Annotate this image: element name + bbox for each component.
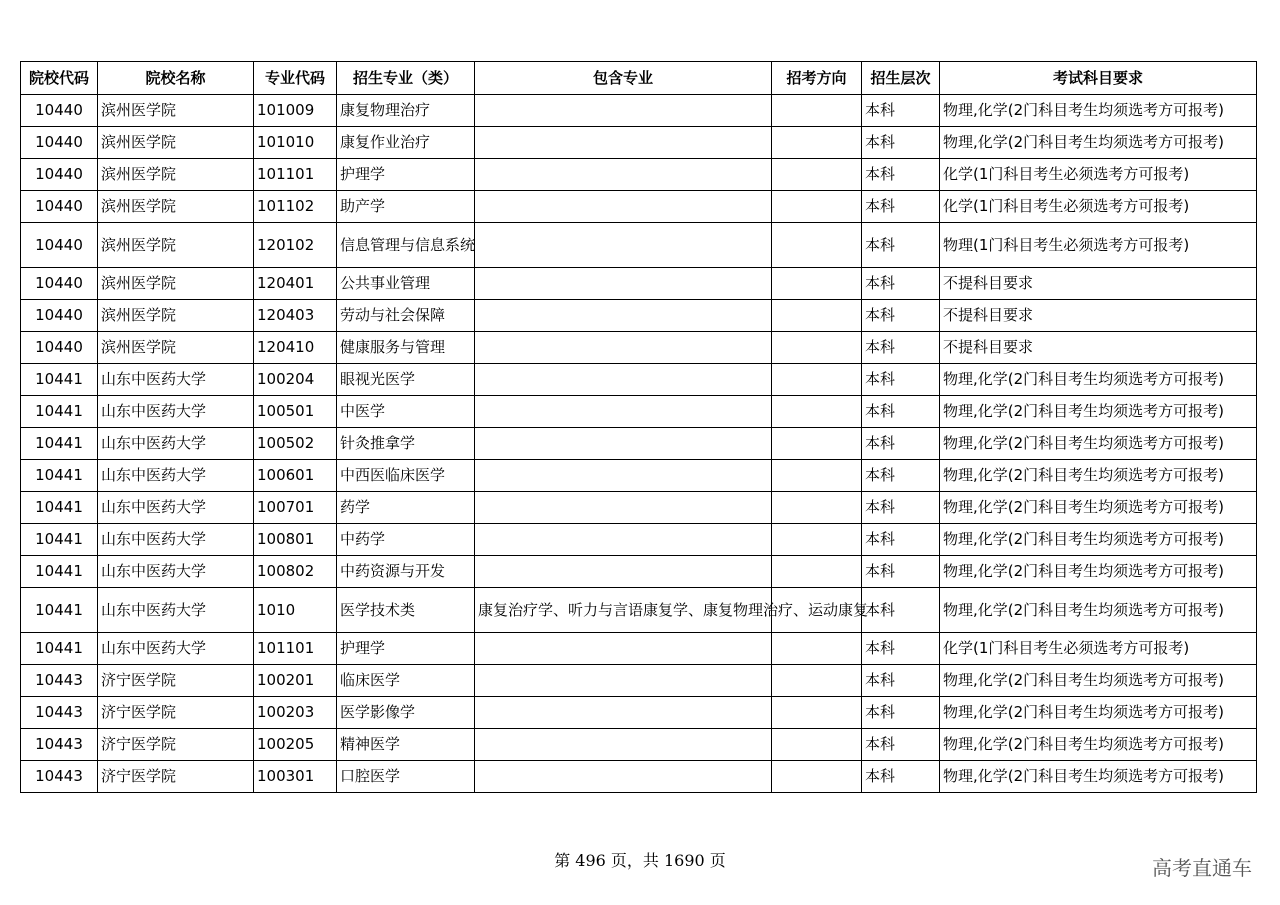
cell-included-majors [475, 665, 772, 697]
cell-direction [772, 332, 862, 364]
cell-level: 本科 [862, 524, 940, 556]
table-row [21, 665, 1257, 697]
table-body [21, 95, 1257, 793]
cell-school-name: 山东中医药大学 [98, 556, 254, 588]
cell-school-code: 10440 [21, 268, 98, 300]
cell-included-majors [475, 492, 772, 524]
cell-school-code: 10440 [21, 223, 98, 268]
cell-included-majors [475, 191, 772, 223]
cell-level: 本科 [862, 697, 940, 729]
page-number: 第 496 页，共 1690 页 [554, 851, 726, 870]
cell-major-code: 101009 [254, 95, 337, 127]
cell-school-code: 10443 [21, 697, 98, 729]
cell-direction [772, 761, 862, 793]
cell-included-majors: 康复治疗学、听力与言语康复学、康复物理治疗、运动康复 [475, 588, 772, 633]
cell-major-code: 100204 [254, 364, 337, 396]
cell-major-name: 中药学 [337, 524, 475, 556]
cell-school-code: 10441 [21, 633, 98, 665]
cell-school-name: 滨州医学院 [98, 332, 254, 364]
cell-school-name: 山东中医药大学 [98, 428, 254, 460]
cell-school-name: 济宁医学院 [98, 761, 254, 793]
cell-included-majors [475, 159, 772, 191]
cell-included-majors [475, 761, 772, 793]
table-row [21, 396, 1257, 428]
cell-major-name: 医学技术类 [337, 588, 475, 633]
cell-school-code: 10440 [21, 159, 98, 191]
cell-school-code: 10440 [21, 95, 98, 127]
table-row [21, 300, 1257, 332]
cell-major-code: 100301 [254, 761, 337, 793]
cell-school-name: 济宁医学院 [98, 729, 254, 761]
cell-included-majors [475, 364, 772, 396]
cell-included-majors [475, 95, 772, 127]
cell-direction [772, 396, 862, 428]
cell-level: 本科 [862, 191, 940, 223]
table-row [21, 364, 1257, 396]
cell-subject-requirement: 物理(1门科目考生必须选考方可报考) [940, 223, 1257, 268]
cell-subject-requirement: 物理,化学(2门科目考生均须选考方可报考) [940, 761, 1257, 793]
cell-subject-requirement: 物理,化学(2门科目考生均须选考方可报考) [940, 396, 1257, 428]
cell-direction [772, 697, 862, 729]
cell-included-majors [475, 127, 772, 159]
cell-subject-requirement: 化学(1门科目考生必须选考方可报考) [940, 633, 1257, 665]
cell-major-code: 120410 [254, 332, 337, 364]
cell-subject-requirement: 物理,化学(2门科目考生均须选考方可报考) [940, 524, 1257, 556]
cell-major-name: 助产学 [337, 191, 475, 223]
cell-school-code: 10441 [21, 492, 98, 524]
cell-level: 本科 [862, 428, 940, 460]
cell-level: 本科 [862, 268, 940, 300]
cell-school-code: 10440 [21, 191, 98, 223]
cell-major-name: 眼视光医学 [337, 364, 475, 396]
table-row [21, 633, 1257, 665]
cell-school-code: 10440 [21, 127, 98, 159]
cell-school-code: 10441 [21, 396, 98, 428]
cell-subject-requirement: 物理,化学(2门科目考生均须选考方可报考) [940, 492, 1257, 524]
cell-school-name: 滨州医学院 [98, 95, 254, 127]
header-major-name: 招生专业（类） [337, 62, 475, 95]
cell-major-name: 公共事业管理 [337, 268, 475, 300]
cell-major-code: 100801 [254, 524, 337, 556]
cell-school-code: 10441 [21, 428, 98, 460]
cell-school-name: 山东中医药大学 [98, 588, 254, 633]
cell-level: 本科 [862, 665, 940, 697]
table-row [21, 729, 1257, 761]
cell-major-code: 120403 [254, 300, 337, 332]
cell-level: 本科 [862, 761, 940, 793]
table-row [21, 127, 1257, 159]
cell-school-code: 10443 [21, 761, 98, 793]
cell-direction [772, 300, 862, 332]
cell-school-name: 山东中医药大学 [98, 364, 254, 396]
cell-school-code: 10440 [21, 332, 98, 364]
header-level: 招生层次 [862, 62, 940, 95]
cell-subject-requirement: 物理,化学(2门科目考生均须选考方可报考) [940, 364, 1257, 396]
cell-subject-requirement: 物理,化学(2门科目考生均须选考方可报考) [940, 127, 1257, 159]
cell-direction [772, 159, 862, 191]
cell-major-code: 100201 [254, 665, 337, 697]
cell-subject-requirement: 不提科目要求 [940, 332, 1257, 364]
cell-included-majors [475, 633, 772, 665]
cell-major-code: 101101 [254, 633, 337, 665]
cell-subject-requirement: 物理,化学(2门科目考生均须选考方可报考) [940, 460, 1257, 492]
cell-school-code: 10443 [21, 729, 98, 761]
cell-level: 本科 [862, 300, 940, 332]
cell-major-code: 100203 [254, 697, 337, 729]
cell-direction [772, 364, 862, 396]
cell-direction [772, 95, 862, 127]
cell-subject-requirement: 物理,化学(2门科目考生均须选考方可报考) [940, 556, 1257, 588]
cell-included-majors [475, 332, 772, 364]
cell-included-majors [475, 460, 772, 492]
cell-subject-requirement: 不提科目要求 [940, 300, 1257, 332]
cell-school-name: 滨州医学院 [98, 127, 254, 159]
cell-direction [772, 460, 862, 492]
cell-level: 本科 [862, 556, 940, 588]
cell-school-name: 山东中医药大学 [98, 396, 254, 428]
cell-major-code: 101010 [254, 127, 337, 159]
cell-major-name: 口腔医学 [337, 761, 475, 793]
cell-major-name: 药学 [337, 492, 475, 524]
cell-major-name: 劳动与社会保障 [337, 300, 475, 332]
cell-included-majors [475, 556, 772, 588]
header-subject-requirement: 考试科目要求 [940, 62, 1257, 95]
cell-major-name: 医学影像学 [337, 697, 475, 729]
cell-school-code: 10441 [21, 588, 98, 633]
cell-school-name: 山东中医药大学 [98, 524, 254, 556]
cell-major-code: 100205 [254, 729, 337, 761]
table-row [21, 492, 1257, 524]
cell-subject-requirement: 化学(1门科目考生必须选考方可报考) [940, 159, 1257, 191]
cell-included-majors [475, 300, 772, 332]
cell-major-name: 中药资源与开发 [337, 556, 475, 588]
cell-school-code: 10441 [21, 524, 98, 556]
header-school-code: 院校代码 [21, 62, 98, 95]
cell-direction [772, 633, 862, 665]
cell-major-code: 100601 [254, 460, 337, 492]
cell-direction [772, 428, 862, 460]
cell-major-name: 精神医学 [337, 729, 475, 761]
cell-direction [772, 665, 862, 697]
cell-school-name: 滨州医学院 [98, 159, 254, 191]
table-row [21, 761, 1257, 793]
cell-school-code: 10441 [21, 556, 98, 588]
table-row [21, 697, 1257, 729]
header-direction: 招考方向 [772, 62, 862, 95]
header-included-majors: 包含专业 [475, 62, 772, 95]
cell-level: 本科 [862, 396, 940, 428]
cell-major-name: 临床医学 [337, 665, 475, 697]
cell-major-code: 1010 [254, 588, 337, 633]
cell-level: 本科 [862, 588, 940, 633]
cell-subject-requirement: 化学(1门科目考生必须选考方可报考) [940, 191, 1257, 223]
cell-level: 本科 [862, 95, 940, 127]
cell-school-code: 10441 [21, 460, 98, 492]
cell-included-majors [475, 729, 772, 761]
cell-direction [772, 524, 862, 556]
cell-direction [772, 556, 862, 588]
cell-major-name: 康复物理治疗 [337, 95, 475, 127]
cell-level: 本科 [862, 729, 940, 761]
cell-direction [772, 729, 862, 761]
cell-major-name: 中西医临床医学 [337, 460, 475, 492]
cell-major-name: 康复作业治疗 [337, 127, 475, 159]
cell-major-name: 健康服务与管理 [337, 332, 475, 364]
cell-school-name: 济宁医学院 [98, 665, 254, 697]
table-row [21, 460, 1257, 492]
cell-major-name: 护理学 [337, 633, 475, 665]
table-row [21, 332, 1257, 364]
cell-included-majors [475, 697, 772, 729]
header-row [21, 62, 1257, 95]
cell-major-code: 120401 [254, 268, 337, 300]
cell-school-name: 滨州医学院 [98, 268, 254, 300]
cell-subject-requirement: 物理,化学(2门科目考生均须选考方可报考) [940, 729, 1257, 761]
cell-direction [772, 191, 862, 223]
cell-level: 本科 [862, 460, 940, 492]
cell-included-majors [475, 223, 772, 268]
watermark: 高考直通车 [1152, 856, 1252, 880]
cell-subject-requirement: 物理,化学(2门科目考生均须选考方可报考) [940, 588, 1257, 633]
cell-school-code: 10441 [21, 364, 98, 396]
cell-included-majors [475, 396, 772, 428]
cell-subject-requirement: 物理,化学(2门科目考生均须选考方可报考) [940, 95, 1257, 127]
cell-subject-requirement: 物理,化学(2门科目考生均须选考方可报考) [940, 697, 1257, 729]
cell-level: 本科 [862, 159, 940, 191]
cell-included-majors [475, 268, 772, 300]
cell-direction [772, 492, 862, 524]
cell-major-code: 100501 [254, 396, 337, 428]
cell-major-name: 信息管理与信息系统 [337, 223, 475, 268]
table-row [21, 524, 1257, 556]
cell-level: 本科 [862, 127, 940, 159]
cell-subject-requirement: 物理,化学(2门科目考生均须选考方可报考) [940, 665, 1257, 697]
cell-level: 本科 [862, 223, 940, 268]
cell-included-majors [475, 524, 772, 556]
cell-level: 本科 [862, 364, 940, 396]
cell-direction [772, 127, 862, 159]
cell-major-code: 101101 [254, 159, 337, 191]
table-row [21, 268, 1257, 300]
cell-school-name: 滨州医学院 [98, 191, 254, 223]
cell-school-name: 山东中医药大学 [98, 633, 254, 665]
cell-subject-requirement: 物理,化学(2门科目考生均须选考方可报考) [940, 428, 1257, 460]
table-row [21, 588, 1257, 633]
cell-major-code: 100502 [254, 428, 337, 460]
cell-major-name: 护理学 [337, 159, 475, 191]
admission-table [20, 61, 1257, 793]
header-major-code: 专业代码 [254, 62, 337, 95]
cell-direction [772, 223, 862, 268]
cell-school-name: 滨州医学院 [98, 300, 254, 332]
cell-school-code: 10443 [21, 665, 98, 697]
table-row [21, 223, 1257, 268]
cell-major-name: 针灸推拿学 [337, 428, 475, 460]
cell-major-name: 中医学 [337, 396, 475, 428]
cell-level: 本科 [862, 332, 940, 364]
cell-included-majors [475, 428, 772, 460]
cell-major-code: 100802 [254, 556, 337, 588]
cell-school-code: 10440 [21, 300, 98, 332]
table-row [21, 159, 1257, 191]
cell-level: 本科 [862, 492, 940, 524]
cell-school-name: 山东中医药大学 [98, 460, 254, 492]
cell-school-name: 滨州医学院 [98, 223, 254, 268]
cell-major-code: 120102 [254, 223, 337, 268]
cell-school-name: 济宁医学院 [98, 697, 254, 729]
cell-major-code: 101102 [254, 191, 337, 223]
cell-level: 本科 [862, 633, 940, 665]
table-row [21, 556, 1257, 588]
cell-major-code: 100701 [254, 492, 337, 524]
table-row [21, 191, 1257, 223]
cell-subject-requirement: 不提科目要求 [940, 268, 1257, 300]
table-row [21, 428, 1257, 460]
header-school-name: 院校名称 [98, 62, 254, 95]
cell-school-name: 山东中医药大学 [98, 492, 254, 524]
table-row [21, 95, 1257, 127]
cell-direction [772, 268, 862, 300]
